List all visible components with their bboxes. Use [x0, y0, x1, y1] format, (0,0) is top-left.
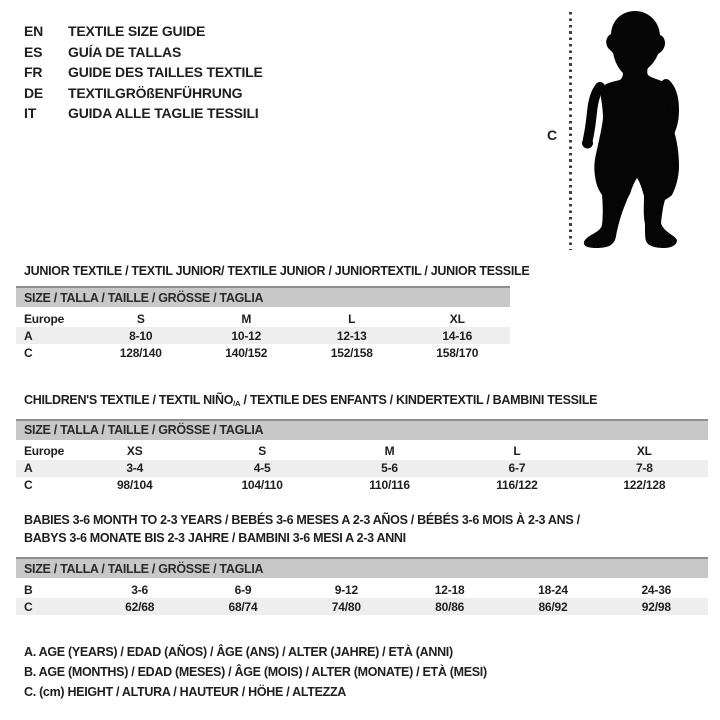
size-cell: XL — [449, 311, 465, 326]
size-header-bar: SIZE / TALLA / TAILLE / GRÖSSE / TAGLIA — [16, 557, 708, 578]
size-cell: 98/104 — [116, 478, 153, 493]
language-label: TEXTILE SIZE GUIDE — [68, 23, 206, 39]
size-cell: 7-8 — [635, 461, 653, 476]
size-cell: L — [513, 444, 521, 459]
size-cell: 8-10 — [129, 328, 153, 343]
size-cell: 158/170 — [436, 345, 479, 360]
children-table-rows — [16, 443, 708, 494]
table-row — [16, 310, 510, 327]
language-code: FR — [24, 64, 43, 81]
table-row — [16, 460, 708, 477]
language-row — [24, 103, 263, 124]
size-cell: 152/158 — [330, 345, 373, 360]
table-row — [16, 477, 708, 494]
language-label: GUÍA DE TALLAS — [68, 43, 182, 60]
row-label: C — [24, 345, 33, 360]
language-title-list — [24, 21, 263, 124]
legend-line: A. AGE (YEARS) / EDAD (AÑOS) / ÂGE (ANS) / ALTER (JAHRE) / ETÀ (ANNI) — [24, 645, 453, 659]
title-text: JUNIOR TEXTILE / TEXTIL JUNIOR/ TEXTILE JUNIOR / JUNIORTEXTIL / JUNIOR TESSILE — [24, 264, 530, 278]
size-cell: 140/152 — [225, 345, 268, 360]
size-cell: 80/86 — [435, 599, 465, 614]
size-cell: 4-5 — [253, 461, 271, 476]
title-text: BABIES 3-6 MONTH TO 2-3 YEARS / BEBÉS 3-6 MESES A 2-3 AÑOS / BÉBÉS 3-6 MOIS À 2-3 ANS / — [24, 513, 580, 527]
row-label: A — [24, 461, 33, 476]
size-cell: 12-13 — [336, 328, 367, 343]
children-table-title — [16, 391, 708, 413]
size-cell: 62/68 — [125, 599, 155, 614]
size-cell: 3-6 — [131, 582, 149, 597]
size-cell: M — [384, 444, 395, 459]
size-cell: 3-4 — [126, 461, 144, 476]
language-code: DE — [24, 84, 44, 101]
language-label: GUIDE DES TAILLES TEXTILE — [68, 64, 263, 81]
language-row — [24, 21, 263, 42]
language-row — [24, 62, 263, 83]
size-cell: XS — [126, 444, 143, 459]
size-cell: 5-6 — [381, 461, 398, 476]
babies-table-title — [16, 511, 708, 547]
size-cell: 116/122 — [496, 478, 538, 493]
row-label: A — [24, 328, 33, 343]
language-code: ES — [24, 43, 43, 60]
language-code: IT — [24, 105, 37, 122]
language-label: TEXTILGRÖßENFÜHRUNG — [68, 84, 243, 101]
title-text: / TEXTILE DES ENFANTS / KINDERTEXTIL / BAMBINI TESSILE — [240, 393, 598, 407]
row-label: Europe — [24, 311, 65, 326]
children-textile-table — [16, 391, 708, 494]
size-cell: 12-18 — [434, 582, 465, 597]
table-row — [16, 327, 510, 344]
size-cell: 10-12 — [231, 328, 262, 343]
table-row — [16, 598, 708, 615]
size-cell: M — [241, 311, 252, 326]
junior-table-rows — [16, 310, 510, 361]
measurement-legend — [24, 642, 487, 702]
size-header-bar: SIZE / TALLA / TAILLE / GRÖSSE / TAGLIA — [16, 286, 510, 307]
size-cell: 104/110 — [241, 478, 283, 493]
language-row — [24, 42, 263, 63]
size-cell: S — [258, 444, 267, 459]
table-row — [16, 443, 708, 460]
size-cell: 9-12 — [334, 582, 358, 597]
toddler-silhouette-icon — [580, 10, 700, 252]
row-label: B — [24, 582, 33, 597]
junior-textile-table — [16, 262, 530, 361]
size-header-bar: SIZE / TALLA / TAILLE / GRÖSSE / TAGLIA — [16, 419, 708, 440]
measure-c-label: C — [547, 127, 558, 143]
babies-textile-table — [16, 511, 708, 615]
junior-table-title — [16, 262, 530, 280]
title-text: BABYS 3-6 MONATE BIS 2-3 JAHRE / BAMBINI 3-6 MESI A 2-3 ANNI — [24, 531, 406, 545]
table-row — [16, 344, 510, 361]
row-label: Europe — [24, 444, 65, 459]
table-row — [16, 581, 708, 598]
language-label: GUIDA ALLE TAGLIE TESSILI — [68, 105, 259, 122]
legend-line: B. AGE (MONTHS) / EDAD (MESES) / ÂGE (MOIS) / ALTER (MONATE) / ETÀ (MESI) — [24, 665, 487, 679]
size-cell: 92/98 — [641, 599, 671, 614]
size-cell: 86/92 — [538, 599, 568, 614]
size-cell: 74/80 — [331, 599, 361, 614]
row-label: C — [24, 599, 33, 614]
height-measure-dashed-line — [569, 12, 572, 250]
size-cell: 14-16 — [442, 328, 473, 343]
babies-table-rows — [16, 581, 708, 615]
row-label: C — [24, 478, 33, 493]
size-cell: XL — [636, 444, 652, 459]
language-row — [24, 83, 263, 104]
size-cell: 68/74 — [228, 599, 258, 614]
size-cell: 6-9 — [234, 582, 252, 597]
size-cell: 6-7 — [508, 461, 526, 476]
size-cell: 24-36 — [641, 582, 672, 597]
size-cell: S — [136, 311, 145, 326]
title-text: CHILDREN'S TEXTILE / TEXTIL NIÑO — [24, 393, 234, 407]
size-cell: L — [348, 311, 356, 326]
legend-line: C. (cm) HEIGHT / ALTURA / HAUTEUR / HÖHE / ALTEZZA — [24, 685, 347, 699]
language-code: EN — [24, 23, 44, 39]
size-cell: 18-24 — [538, 582, 568, 597]
title-subscript: /A — [233, 398, 241, 408]
size-cell: 128/140 — [119, 345, 162, 360]
size-cell: 110/116 — [369, 478, 410, 493]
size-cell: 122/128 — [623, 478, 666, 493]
